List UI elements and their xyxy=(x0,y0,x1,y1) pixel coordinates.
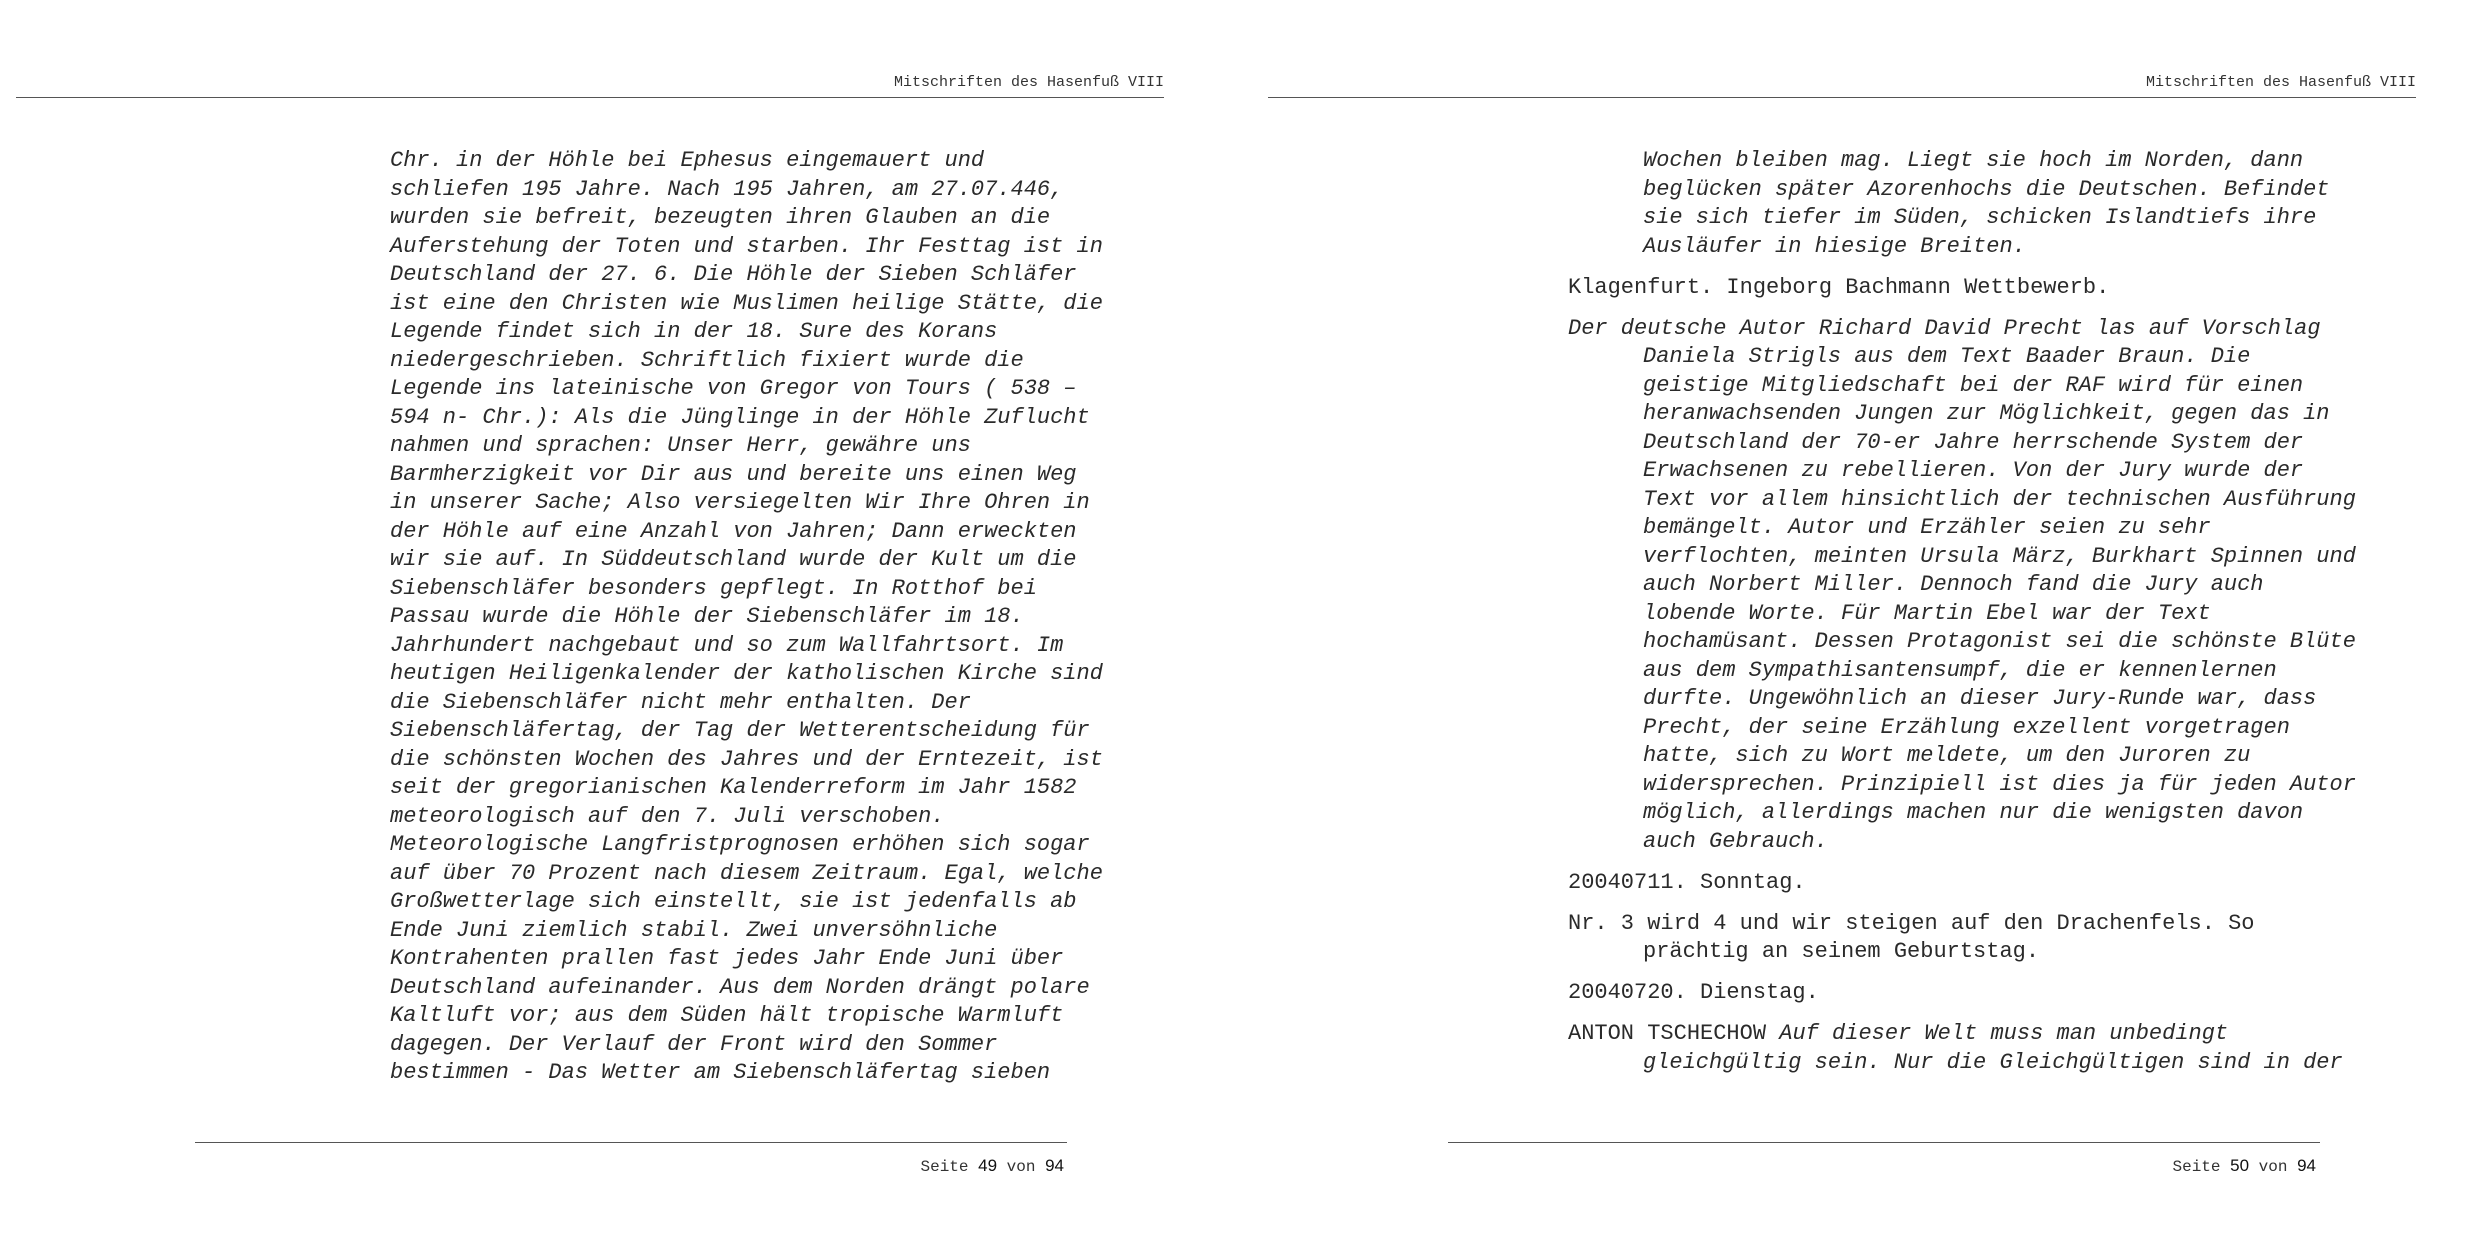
text-line: Meteorologische Langfristprognosen erhöhen sich sogar xyxy=(390,832,1090,857)
text-line: beglücken später Azorenhochs die Deutschen. Befindet xyxy=(1643,176,2330,202)
text-line: dagegen. Der Verlauf der Front wird den Sommer xyxy=(390,1031,998,1057)
text-line: auch Norbert Miller. Dennoch fand die Jury auch xyxy=(1643,572,2264,597)
text-line: ist eine den Christen wie Muslimen heilige Stätte, die xyxy=(390,290,1103,316)
text-line: Wochen bleiben mag. Liegt sie hoch im Norden, dann xyxy=(1643,148,2304,173)
entry-heading: Klagenfurt. Ingeborg Bachmann Wettbewerb. xyxy=(1568,274,2110,300)
text-line: Ende Juni ziemlich stabil. Zwei unversöhnliche xyxy=(390,917,998,943)
text-line: durfte. Ungewöhnlich an dieser Jury-Runde war, dass xyxy=(1643,686,2317,711)
text-line: aus dem Sympathisantensumpf, die er kennenlernen xyxy=(1643,657,2277,683)
header-rule xyxy=(1268,97,2416,98)
text-line: Siebenschläfer besonders gepflegt. In Rotthof bei xyxy=(390,575,1037,601)
text-line: auch Gebrauch. xyxy=(1643,828,1828,854)
footer-middle: von xyxy=(2258,1158,2288,1176)
quote-line xyxy=(1568,1020,2356,1049)
text-line: Großwetterlage sich einstellt, sie ist jedenfalls ab xyxy=(390,889,1077,914)
footer-prefix: Seite xyxy=(920,1158,969,1176)
left-body-text xyxy=(390,147,1103,1088)
right-page xyxy=(1256,0,2480,1240)
text-line: auf über 70 Prozent nach diesem Zeitraum. Egal, welche xyxy=(390,860,1103,886)
text-line: Passau wurde die Höhle der Siebenschläfer im 18. xyxy=(390,604,1024,629)
text-line: seit der gregorianischen Kalenderreform im Jahr 1582 xyxy=(390,775,1077,800)
page-number: 50 xyxy=(2230,1156,2250,1175)
footer-prefix: Seite xyxy=(2172,1158,2221,1176)
quote-text: Auf dieser Welt muss man unbedingt xyxy=(1779,1021,2229,1046)
text-line: Deutschland der 27. 6. Die Höhle der Sieben Schläfer xyxy=(390,262,1077,287)
text-line: Daniela Strigls aus dem Text Baader Braun. Die xyxy=(1643,344,2251,369)
text-line: Text vor allem hinsichtlich der technischen Ausführung xyxy=(1643,486,2356,512)
text-line: meteorologisch auf den 7. Juli verschoben. xyxy=(390,803,945,829)
text-line: Nr. 3 wird 4 und wir steigen auf den Drachenfels. So xyxy=(1568,910,2255,936)
text-line: Ausläufer in hiesige Breiten. xyxy=(1643,233,2026,259)
text-line: verflochten, meinten Ursula März, Burkhart Spinnen und xyxy=(1643,543,2356,569)
text-line: Deutschland der 70-er Jahre herrschende System der xyxy=(1643,429,2304,455)
header-rule xyxy=(16,97,1164,98)
text-line: sie sich tiefer im Süden, schicken Islandtiefs ihre xyxy=(1643,205,2317,230)
text-line: geistige Mitgliedschaft bei der RAF wird für einen xyxy=(1643,372,2304,398)
text-line: bemängelt. Autor und Erzähler seien zu sehr xyxy=(1643,515,2211,540)
running-head: Mitschriften des Hasenfuß VIII xyxy=(2145,74,2416,91)
text-line: Deutschland aufeinander. Aus dem Norden drängt polare xyxy=(390,974,1090,1000)
text-line: widersprechen. Prinzipiell ist dies ja für jeden Autor xyxy=(1643,771,2356,797)
text-line: Kontrahenten prallen fast jedes Jahr Ende Juni über xyxy=(390,946,1064,971)
text-line: wir sie auf. In Süddeutschland wurde der Kult um die xyxy=(390,547,1077,572)
page-total: 94 xyxy=(2297,1156,2316,1175)
text-line: nahmen und sprachen: Unser Herr, gewähre uns xyxy=(390,433,971,458)
text-line: schliefen 195 Jahre. Nach 195 Jahren, am 27.07.446, xyxy=(390,176,1064,202)
footer-rule xyxy=(195,1142,1067,1143)
text-line: Precht, der seine Erzählung exzellent vorgetragen xyxy=(1643,714,2290,740)
entry-date: 20040720. Dienstag. xyxy=(1568,980,1819,1005)
text-line: Erwachsenen zu rebellieren. Von der Jury wurde der xyxy=(1643,458,2304,483)
text-line: niedergeschrieben. Schriftlich fixiert wurde die xyxy=(390,347,1024,373)
text-line: Jahrhundert nachgebaut und so zum Wallfahrtsort. Im xyxy=(390,632,1064,658)
text-line: möglich, allerdings machen nur die wenigsten davon xyxy=(1643,800,2304,825)
text-line: Chr. in der Höhle bei Ephesus eingemauert und xyxy=(390,148,985,173)
right-body-text xyxy=(1568,147,2356,1077)
text-line: hatte, sich zu Wort meldete, um den Juroren zu xyxy=(1643,743,2251,768)
text-line: Auferstehung der Toten und starben. Ihr Festtag ist in xyxy=(390,233,1103,259)
text-line: die schönsten Wochen des Jahres und der Erntezeit, ist xyxy=(390,746,1103,772)
page-total: 94 xyxy=(1045,1156,1064,1175)
text-line: lobende Worte. Für Martin Ebel war der Text xyxy=(1643,600,2211,626)
entry-date: 20040711. Sonntag. xyxy=(1568,869,1806,895)
footer-middle: von xyxy=(1006,1158,1036,1176)
page-footer xyxy=(921,1156,1065,1176)
text-line: Legende findet sich in der 18. Sure des Korans xyxy=(390,319,998,344)
text-line: der Höhle auf eine Anzahl von Jahren; Dann erweckten xyxy=(390,518,1077,544)
text-line: Legende ins lateinische von Gregor von Tours ( 538 – xyxy=(390,376,1077,401)
text-line: wurden sie befreit, bezeugten ihren Glauben an die xyxy=(390,205,1051,230)
text-line: bestimmen - Das Wetter am Siebenschläfertag sieben xyxy=(390,1060,1051,1085)
text-line: Kaltluft vor; aus dem Süden hält tropische Warmluft xyxy=(390,1003,1064,1028)
text-line: heutigen Heiligenkalender der katholischen Kirche sind xyxy=(390,661,1103,686)
text-line: heranwachsenden Jungen zur Möglichkeit, gegen das in xyxy=(1643,401,2330,426)
page-footer xyxy=(2173,1156,2317,1176)
running-head: Mitschriften des Hasenfuß VIII xyxy=(893,74,1164,91)
text-line: Siebenschläfertag, der Tag der Wetterentscheidung für xyxy=(390,718,1090,743)
quote-author: ANTON TSCHECHOW xyxy=(1568,1021,1767,1046)
text-line: 594 n- Chr.): Als die Jünglinge in der Höhle Zuflucht xyxy=(390,404,1090,430)
text-line: hochamüsant. Dessen Protagonist sei die schönste Blüte xyxy=(1643,629,2356,654)
text-line: gleichgültig sein. Nur die Gleichgültigen sind in der xyxy=(1643,1049,2343,1075)
text-line: Barmherzigkeit vor Dir aus und bereite uns einen Weg xyxy=(390,461,1077,487)
footer-rule xyxy=(1448,1142,2320,1143)
text-line: Der deutsche Autor Richard David Precht las auf Vorschlag xyxy=(1568,315,2321,341)
page-number: 49 xyxy=(978,1156,998,1175)
text-line: die Siebenschläfer nicht mehr enthalten. Der xyxy=(390,689,971,715)
text-line: prächtig an seinem Geburtstag. xyxy=(1643,939,2040,964)
text-line: in unserer Sache; Also versiegelten Wir Ihre Ohren in xyxy=(390,490,1090,515)
